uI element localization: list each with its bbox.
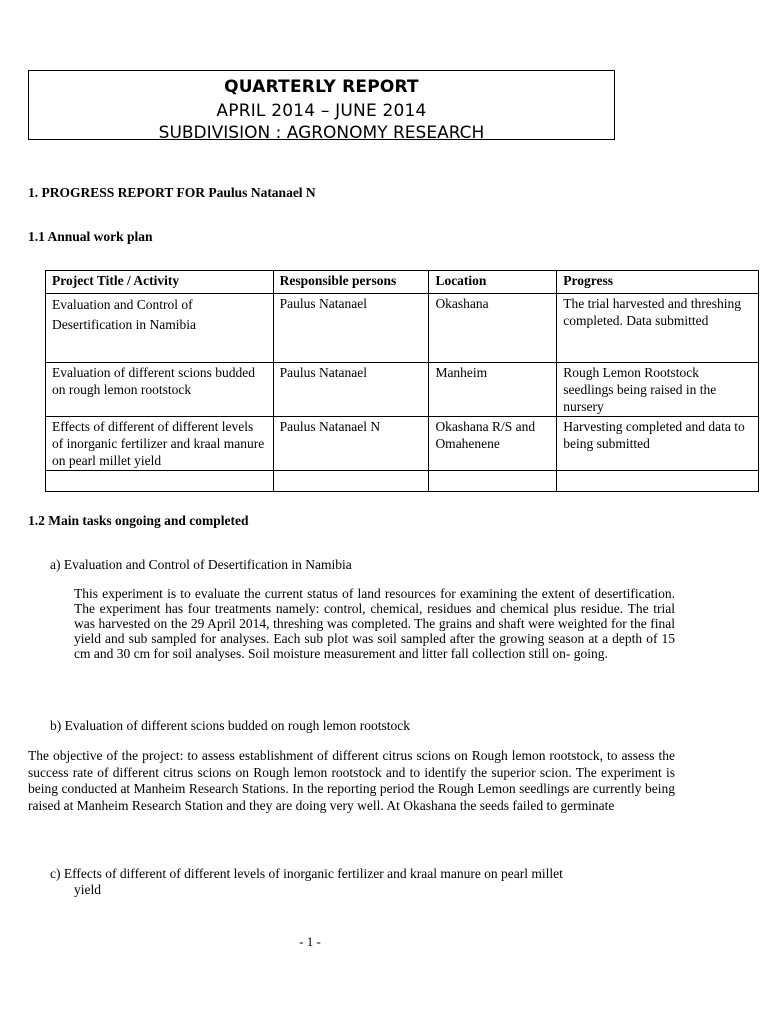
work-plan-table <box>45 270 759 492</box>
table-row <box>46 471 759 492</box>
table-header-row <box>46 271 759 294</box>
section-1-heading: 1. PROGRESS REPORT FOR Paulus Natanael N <box>28 185 316 200</box>
report-title-box <box>28 70 615 140</box>
page-number: - 1 - <box>299 934 321 949</box>
report-title: QUARTERLY REPORT <box>224 77 419 97</box>
table-cell: Paulus Natanael N <box>273 417 429 471</box>
report-subdivision: SUBDIVISION : AGRONOMY RESEARCH <box>158 123 485 140</box>
task-b-title: b) Evaluation of different scions budded on rough lemon rootstock <box>50 718 411 733</box>
column-header: Project Title / Activity <box>46 271 274 294</box>
table-cell: Okashana R/S and Omahenene <box>429 417 557 471</box>
task-c-title-continued: yield <box>74 882 101 897</box>
table-cell: Rough Lemon Rootstock seedlings being raised in the nursery <box>557 363 759 417</box>
table-cell: Okashana <box>429 294 557 363</box>
task-b-body: The objective of the project: to assess establishment of different citrus scions on Rough lemon rootstock, to assess the success rate of different citrus scions on Rough lemon rootstock and to identify the superior scion. The experiment is being conducted at Manheim Research Stations. In the reporting period the Rough Lemon seedlings are currently being raised at Manheim Research Station and they are doing very well. At Okashana the seeds failed to germinate <box>28 748 675 813</box>
column-header: Responsible persons <box>273 271 429 294</box>
task-a-body: This experiment is to evaluate the current status of land resources for examining the extent of desertification. The experiment has four treatments namely: control, chemical, residues and chemical plus residue. The trial was harvested on the 29 April 2014, threshing was completed. The grains and shaft were weighted for the final yield and sub sampled for analyses. Each sub plot was soil sampled after the growing season at a depth of 15 cm and 30 cm for soil analyses. Soil moisture measurement and litter fall collection still on- going. <box>74 586 675 661</box>
task-a-title: a) Evaluation and Control of Desertification in Namibia <box>50 557 352 572</box>
table-row <box>46 294 759 363</box>
table-cell: Effects of different of different levels of inorganic fertilizer and kraal manure on pearl millet yield <box>46 417 274 471</box>
task-c-title: c) Effects of different of different levels of inorganic fertilizer and kraal manure on pearl millet <box>50 866 563 881</box>
table-cell <box>46 471 274 492</box>
table-cell: Harvesting completed and data to being submitted <box>557 417 759 471</box>
table-cell: The trial harvested and threshing completed. Data submitted <box>557 294 759 363</box>
table-cell <box>557 471 759 492</box>
section-1-1-heading: 1.1 Annual work plan <box>28 229 153 244</box>
table-cell: Evaluation of different scions budded on rough lemon rootstock <box>46 363 274 417</box>
section-1-2-heading: 1.2 Main tasks ongoing and completed <box>28 513 249 528</box>
table-cell: Paulus Natanael <box>273 294 429 363</box>
table-cell <box>429 471 557 492</box>
column-header: Location <box>429 271 557 294</box>
table-cell: Manheim <box>429 363 557 417</box>
table-cell: Paulus Natanael <box>273 363 429 417</box>
table-row <box>46 363 759 417</box>
column-header: Progress <box>557 271 759 294</box>
table-row <box>46 417 759 471</box>
table-cell <box>273 471 429 492</box>
report-period: APRIL 2014 – JUNE 2014 <box>216 101 427 121</box>
table-cell: Evaluation and Control of Desertification in Namibia <box>46 294 274 363</box>
